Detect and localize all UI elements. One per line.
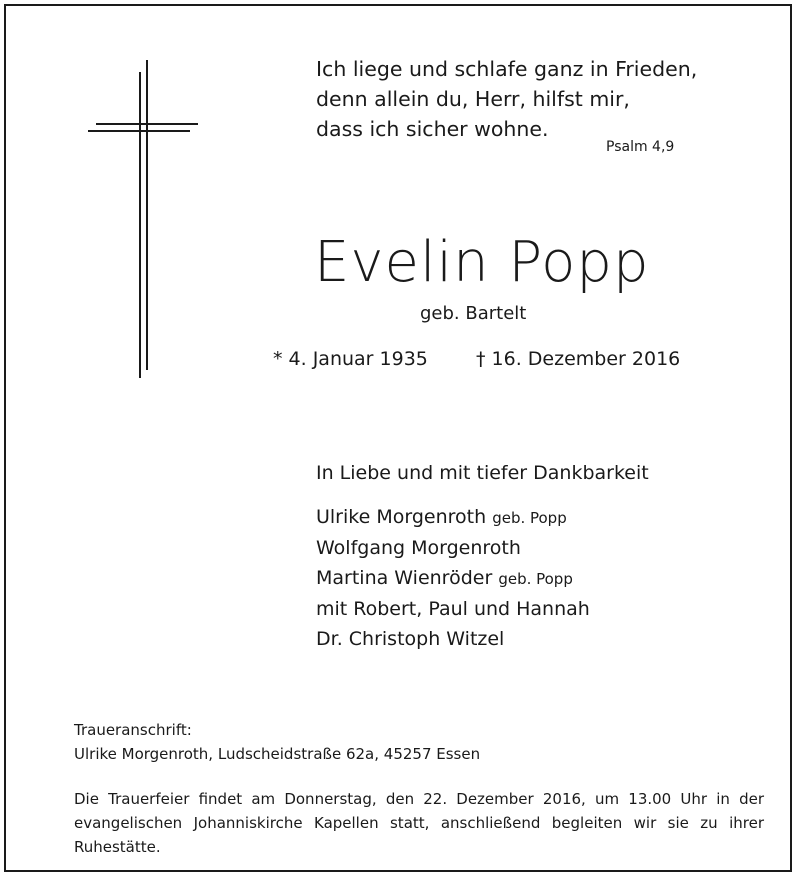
deceased-name: Evelin Popp — [314, 230, 650, 295]
mourner-row — [316, 533, 590, 563]
ceremony-notice: Die Trauerfeier findet am Donnerstag, den 22. Dezember 2016, um 13.00 Uhr in der evangelischen Johanniskirche Kapellen statt, anschließend begleiten wir sie zu ihrer Ruhestätte. — [74, 790, 764, 856]
cross-icon — [88, 60, 200, 380]
verse-line: denn allein du, Herr, hilfst mir, — [316, 87, 630, 111]
cross-horizontal-bar — [88, 130, 190, 132]
mourner-row — [316, 624, 590, 654]
verse-line: Ich liege und schlafe ganz in Frieden, — [316, 57, 698, 81]
mourner-name: Wolfgang Morgenroth — [316, 537, 521, 559]
verse-line: dass ich sicher wohne. — [316, 117, 549, 141]
mourner-maiden-note: geb. Popp — [498, 570, 573, 588]
mourner-row — [316, 563, 590, 594]
mourner-row — [316, 502, 590, 533]
life-dates — [273, 348, 681, 370]
address-label: Traueranschrift: — [74, 721, 192, 739]
death-date: † 16. Dezember 2016 — [476, 348, 681, 370]
mourner-maiden-note: geb. Popp — [492, 509, 567, 527]
cross-horizontal-bar — [96, 123, 198, 125]
cross-vertical-bar — [139, 72, 141, 378]
mourner-row — [316, 594, 590, 624]
mourner-name: mit Robert, Paul und Hannah — [316, 598, 590, 620]
mourner-name: Dr. Christoph Witzel — [316, 628, 505, 650]
mourners-list — [316, 502, 590, 654]
address-value: Ulrike Morgenroth, Ludscheidstraße 62a, 45257 Essen — [74, 745, 481, 763]
cross-vertical-bar — [146, 60, 148, 370]
mourners-intro: In Liebe und mit tiefer Dankbarkeit — [316, 462, 649, 484]
maiden-name: geb. Bartelt — [420, 303, 527, 324]
mourner-name: Ulrike Morgenroth — [316, 506, 487, 528]
birth-date: * 4. Januar 1935 — [273, 348, 428, 370]
verse-source: Psalm 4,9 — [606, 139, 675, 155]
bible-verse — [316, 54, 697, 144]
mourner-name: Martina Wienröder — [316, 567, 493, 589]
